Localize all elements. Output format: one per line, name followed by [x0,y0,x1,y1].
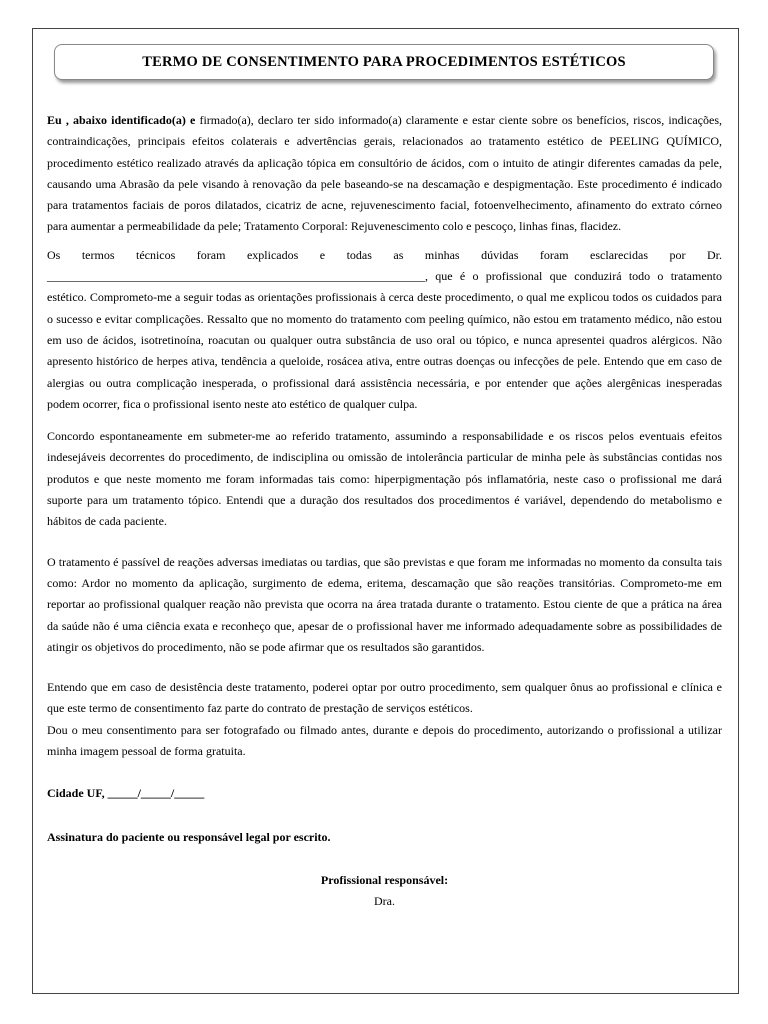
paragraph-intro [47,110,722,238]
terms-text: , que é o profissional que conduzirá todo o tratamento estético. Comprometo-me a seguir todas as orientações profissionais à cerca deste procedimento, o qual me explicou todos os cuidados para o sucesso e evitar complicações. Ressalto que no momento do tratamento com peeling químico, não estou em tratamento médico, não estou em uso de ácidos, isotretinoína, roacutan ou qualquer outra substância de uso oral ou tópico, e nunca apresentei quadros alérgicos. Não apresento histórico de herpes ativa, tendência a queloide, rosácea ativa, entre outras doenças ou infecções de pele. Entendo que em caso de alergias ou outra complicação inesperada, o profissional dará assistência necessária, e por entender que ações alergênicas inesperadas podem ocorrer, fica o profissional isento neste ato estético de qualquer culpa. [47,269,722,411]
document-body [47,110,722,913]
paragraph-terms [47,266,722,415]
patient-signature-label: Assinatura do paciente ou responsável legal por escrito. [47,829,331,844]
paragraph-agreement: Concordo espontaneamente em submeter-me ao referido tratamento, assumindo a responsabilidade e os riscos pelos eventuais efeitos indesejáveis decorrentes do procedimento, de indisciplina ou omissão de intolerância particular de minha pele às substâncias contidas nos produtos e que neste momento me foram informadas tais como: hiperpigmentação pós inflamatória, neste caso o profissional me dará suporte para um tratamento tópico. Entendi que a duração dos resultados dos procedimentos é variável, dependendo do metabolismo e hábitos de cada paciente. [47,429,722,529]
intro-lead: Eu , abaixo identificado(a) e [47,113,196,127]
doctor-name-blank: _______________________________________________________________ [47,269,425,284]
paragraph-image-consent: Dou o meu consentimento para ser fotografado ou filmado antes, durante e depois do procedimento, autorizando o profissional a utilizar minha imagem pessoal de forma gratuita. [47,722,722,759]
professional-label: Profissional responsável: [320,872,449,887]
intro-text: firmado(a), declaro ter sido informado(a) claramente e estar ciente sobre os benefícios, riscos, indicações, contraindicações, principais efeitos colaterais e advertências gerais, relacionados ao tratamento estético de PEELING QUÍMICO, procedimento estético realizado através da aplicação tópica em consultório de ácidos, com o intuito de atingir diferentes camadas da pele, causando uma Abrasão da pele visando à renovação da pele baseando-se na descamação e despigmentação. Este procedimento é indicado para tratamentos faciais de poros dilatados, cicatriz de acne, rejuvenescimento facial, fotoenvelhecimento, afinamento do extrato córneo para aumentar a permeabilidade da pele; Tratamento Corporal: Rejuvenescimento colo e pescoço, linhas finas, flacidez. [47,113,722,234]
paragraph-terms-line1: Os termos técnicos foram explicados e todas as minhas dúvidas foram esclarecidas por Dr. [47,247,722,262]
city-date-line: Cidade UF, _____/_____/_____ [47,786,205,801]
professional-name: Dra. [374,894,395,909]
title-box [54,44,714,80]
paragraph-adverse-reactions: O tratamento é passível de reações adversas imediatas ou tardias, que são previstas e que foram me informadas no momento da consulta tais como: Ardor no momento da aplicação, surgimento de edema, eritema, descamação que são reações transitórias. Comprometo-me em reportar ao profissional qualquer reação não prevista que ocorra na área tratada durante o tratamento. Estou ciente de que a prática na área da saúde não é uma ciência exata e reconheço que, apesar de o profissional haver me informado adequadamente sobre as possibilidades de atingir os objetivos do procedimento, não se pode afirmar que os resultados são garantidos. [47,554,722,654]
document-title: TERMO DE CONSENTIMENTO PARA PROCEDIMENTOS ESTÉTICOS [142,53,626,70]
paragraph-withdrawal: Entendo que em caso de desistência deste tratamento, poderei optar por outro procedimento, sem qualquer ônus ao profissional e clínica e que este termo de consentimento faz parte do contrato de prestação de serviços estéticos. [47,680,722,716]
